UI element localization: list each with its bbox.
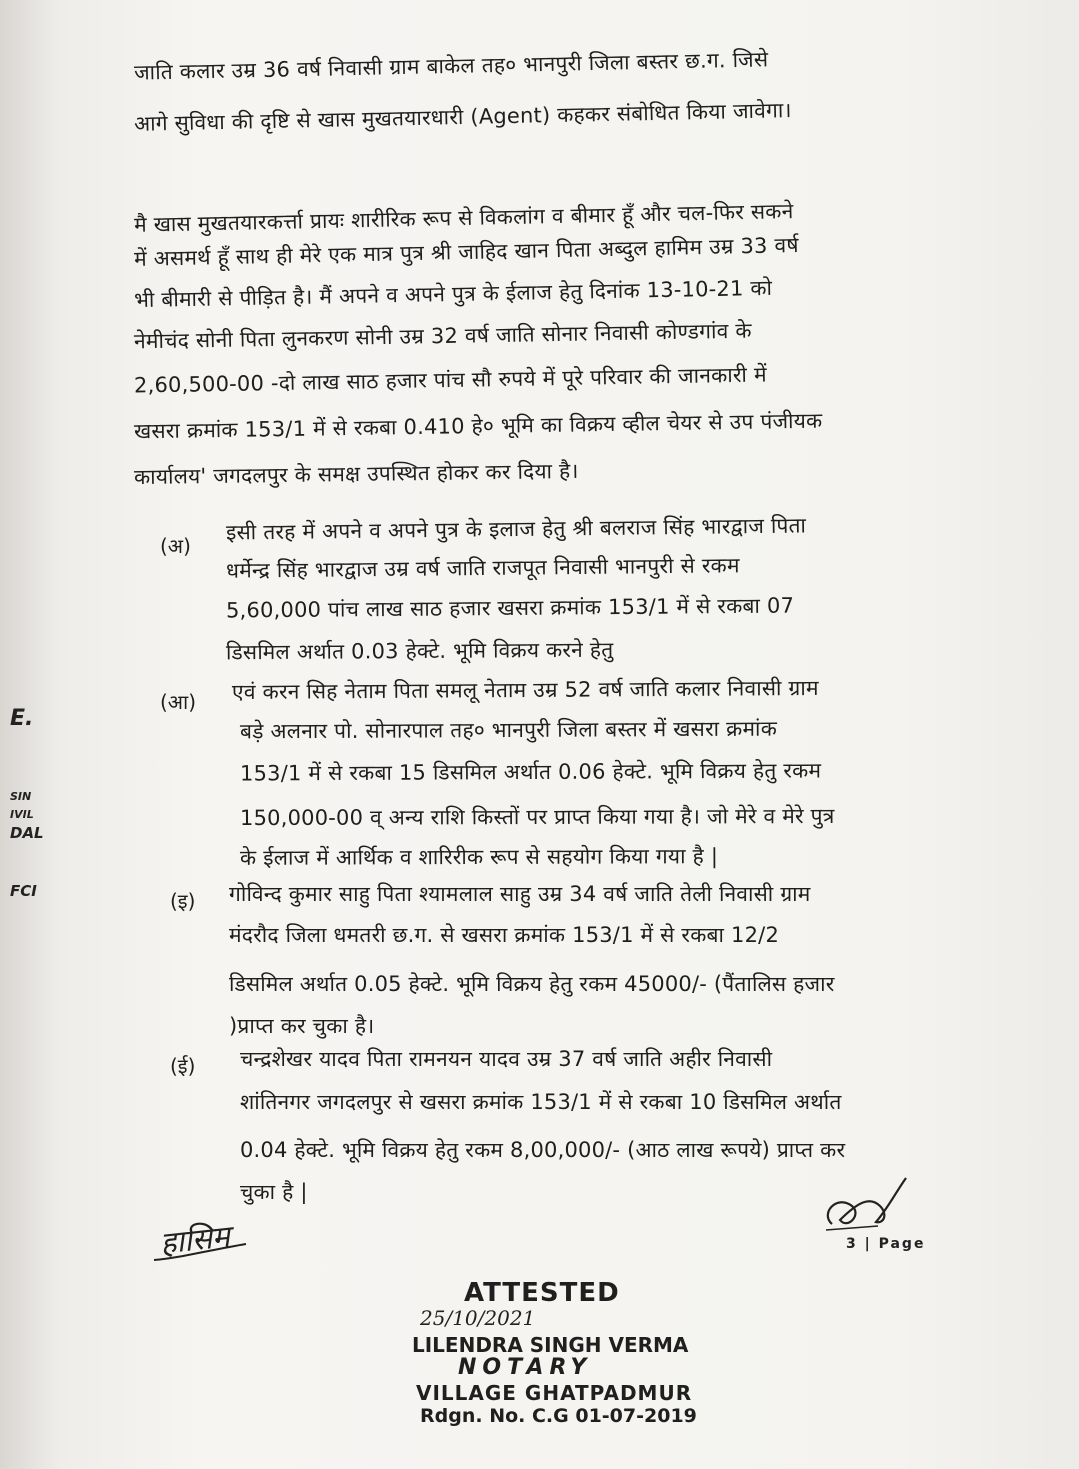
stamp-heading: ATTESTED (464, 1278, 620, 1308)
item-i-line-1: गोविन्द कुमार साहु पिता श्यामलाल साहु उम्र 34 वर्ष जाति तेली निवासी ग्राम (229, 882, 811, 906)
item-marker-ii: (ई) (170, 1054, 196, 1078)
edge-mark-bottom: FCI (10, 882, 37, 900)
item-a-line-2: धर्मेन्द्र सिंह भारद्वाज उम्र वर्ष जाति राजपूत निवासी भानपुरी से रकम (225, 553, 740, 583)
item-ii-line-4: चुका है | (240, 1180, 308, 1204)
body-line-9: कार्यालय' जगदलपुर के समक्ष उपस्थित होकर कर दिया है। (133, 458, 579, 490)
left-signature-stroke (150, 1228, 290, 1268)
item-marker-i: (इ) (170, 889, 196, 913)
item-a-line-3: 5,60,000 पांच लाख साठ हजार खसरा क्रमांक 153/1 में से रकबा 07 (225, 593, 795, 623)
item-a-line-1: इसी तरह में अपने व अपने पुत्र के इलाज हेतु श्री बलराज सिंह भारद्वाज पिता (225, 513, 807, 545)
item-i-line-4: )प्राप्त कर चुका है। (229, 1014, 375, 1038)
left-signature: हासिम (158, 1219, 232, 1262)
item-aa-line-4: 150,000-00 व् अन्य राशि किस्तों पर प्राप्त किया गया है। जो मेरे व मेरे पुत्र (239, 803, 835, 831)
body-line-8: खसरा क्रमांक 153/1 में से रकबा 0.410 हे० भूमि का विक्रय व्हील चेयर से उप पंजीयक (133, 408, 823, 444)
item-aa-line-3: 153/1 में से रकबा 15 डिसमिल अर्थात 0.06 हेक्टे. भूमि विक्रय हेतु रकम (239, 758, 822, 786)
page-number: 3 | Page (846, 1236, 926, 1252)
body-line-3: मै खास मुखतयारकर्त्ता प्रायः शारीरिक रूप से विकलांग व बीमार हूँ और चल-फिर सकने (133, 199, 794, 237)
item-ii-line-2: शांतिनगर जगदलपुर से खसरा क्रमांक 153/1 में से रकबा 10 डिसमिल अर्थात (240, 1090, 842, 1114)
edge-mark-line-1: SIN (10, 790, 32, 803)
stamp-village: VILLAGE GHATPADMUR (416, 1381, 693, 1405)
edge-mark-line-2: IVIL (10, 808, 34, 821)
body-line-1: जाति कलार उम्र 36 वर्ष निवासी ग्राम बाकेल तह० भानपुरी जिला बस्तर छ.ग. जिसे (133, 47, 769, 85)
body-line-2: आगे सुविधा की दृष्टि से खास मुखतयारधारी (Agent) कहकर संबोधित किया जावेगा। (133, 98, 792, 136)
stamp-handwritten-date: 25/10/2021 (420, 1306, 536, 1330)
body-line-7: 2,60,500-00 -दो लाख साठ हजार पांच सौ रुपये में पूरे परिवार की जानकारी में (133, 362, 767, 398)
item-marker-a: (अ) (160, 534, 191, 558)
item-ii-line-1: चन्द्रशेखर यादव पिता रामनयन यादव उम्र 37 वर्ष जाति अहीर निवासी (240, 1047, 773, 1071)
item-i-line-2: मंदरौद जिला धमतरी छ.ग. से खसरा क्रमांक 153/1 में से रकबा 12/2 (229, 923, 780, 947)
body-line-5: भी बीमारी से पीड़ित है। मैं अपने व अपने पुत्र के ईलाज हेतु दिनांक 13-10-21 को (133, 275, 773, 313)
stamp-registration: Rdgn. No. C.G 01-07-2019 (420, 1405, 697, 1427)
right-signature-scribble (818, 1172, 918, 1242)
body-line-4: में असमर्थ हूँ साथ ही मेरे एक मात्र पुत्र श्री जाहिद खान पिता अब्दुल हामिम उम्र 33 वर्ष (133, 233, 799, 271)
item-ii-line-3: 0.04 हेक्टे. भूमि विक्रय हेतु रकम 8,00,000/- (आठ लाख रूपये) प्राप्त कर (240, 1138, 846, 1162)
body-line-6: नेमीचंद सोनी पिता लुनकरण सोनी उम्र 32 वर्ष जाति सोनार निवासी कोण्डगांव के (133, 318, 752, 354)
item-i-line-3: डिसमिल अर्थात 0.05 हेक्टे. भूमि विक्रय हेतु रकम 45000/- (पैंतालिस हजार (229, 972, 835, 996)
item-aa-line-1: एवं करन सिह नेताम पिता समलू नेताम उम्र 52 वर्ष जाति कलार निवासी ग्राम (231, 675, 819, 705)
item-marker-aa: (आ) (160, 690, 197, 714)
edge-mark-line-3: DAL (10, 824, 44, 842)
edge-mark-top: E. (10, 706, 34, 731)
stamp-title: NOTARY (458, 1355, 593, 1380)
stamp-name: LILENDRA SINGH VERMA (412, 1333, 689, 1357)
item-aa-line-2: बड़े अलनार पो. सोनारपाल तह० भानपुरी जिला बस्तर में खसरा क्रमांक (239, 716, 778, 744)
item-aa-line-5: के ईलाज में आर्थिक व शारिरीक रूप से सहयोग किया गया है | (239, 844, 719, 870)
item-a-line-4: डिसमिल अर्थात 0.03 हेक्टे. भूमि विक्रय करने हेतु (225, 637, 614, 665)
